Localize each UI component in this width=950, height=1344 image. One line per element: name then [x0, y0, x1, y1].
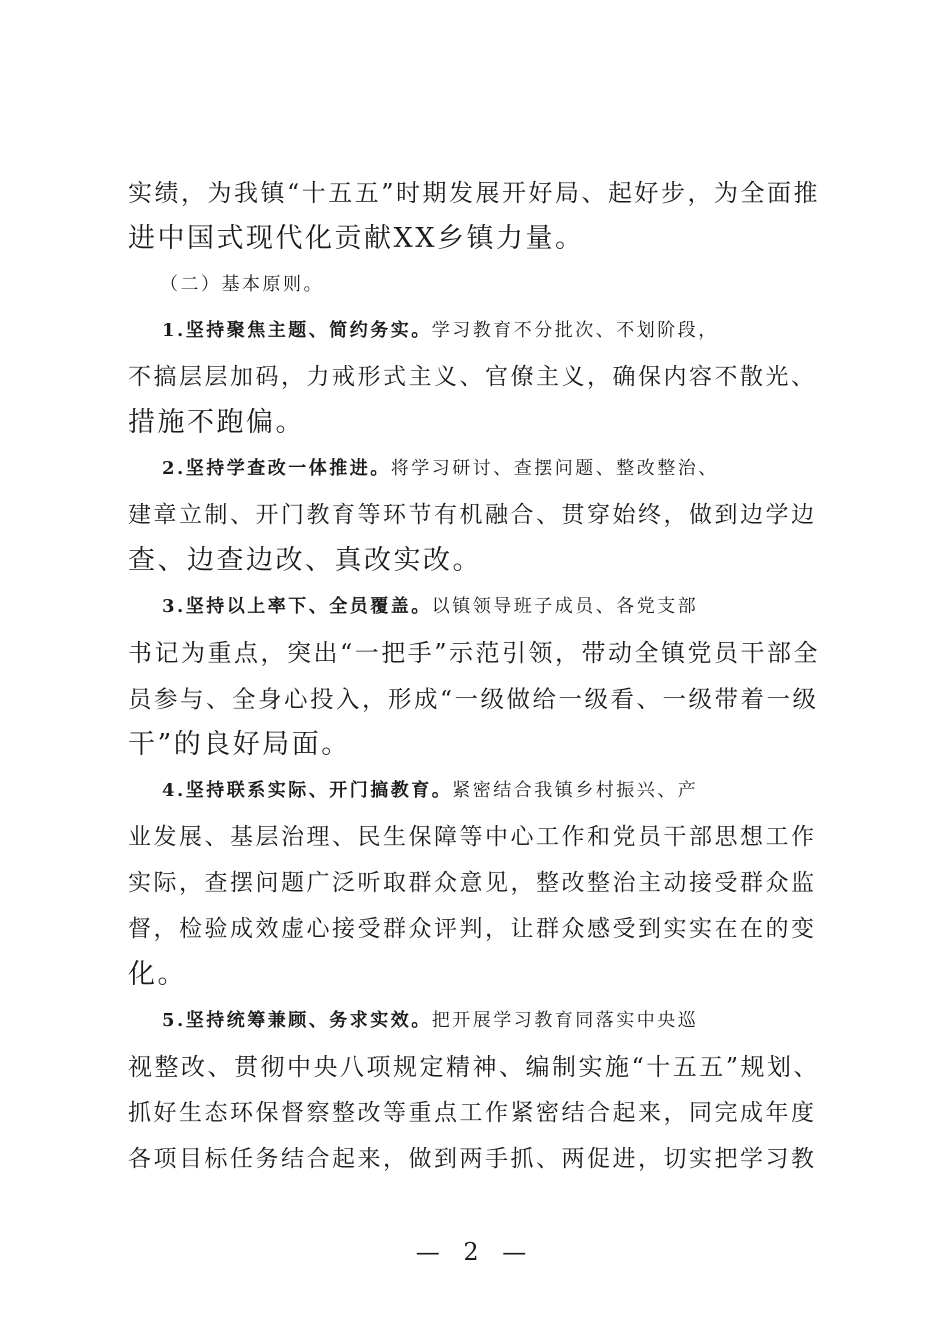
body-line — [128, 860, 828, 906]
body-line — [128, 722, 828, 768]
principle-title: 5.坚持统筹兼顾、务求实效。 — [162, 1010, 432, 1031]
body-line — [128, 492, 828, 538]
line-text: 建章立制、开门教育等环节有机融合、贯穿始终，做到边学边 — [128, 502, 817, 528]
body-line — [128, 906, 828, 952]
line-text: 措施不跑偏。 — [128, 407, 305, 438]
body-line — [128, 400, 828, 446]
body-line — [128, 216, 828, 262]
body-line — [128, 170, 828, 216]
line-text: 不搞层层加码，力戒形式主义、官僚主义，确保内容不散光、 — [128, 364, 817, 390]
line-text: 干”的良好局面。 — [128, 729, 351, 760]
body-line — [128, 676, 828, 722]
section-heading — [160, 262, 860, 308]
line-text: 学习教育不分批次、不划阶段， — [431, 320, 719, 341]
line-text: 把开展学习教育同落实中央巡 — [431, 1010, 699, 1031]
body-line — [128, 814, 828, 860]
body-line — [128, 354, 828, 400]
line-text: 实际，查摆问题广泛听取群众意见，整改整治主动接受群众监 — [128, 870, 817, 896]
line-text: 以镇领导班子成员、各党支部 — [431, 596, 699, 617]
principle-heading-line — [162, 584, 862, 630]
line-text: （二）基本原则。 — [160, 274, 324, 295]
principle-heading-line — [162, 768, 862, 814]
line-text: 督，检验成效虚心接受群众评判，让群众感受到实实在在的变 — [128, 916, 817, 942]
line-text: 进中国式现代化贡献XX乡镇力量。 — [128, 223, 585, 254]
line-text: 各项目标任务结合起来，做到两手抓、两促进，切实把学习教 — [128, 1146, 817, 1172]
line-text: 化。 — [128, 959, 187, 990]
body-line — [128, 1090, 828, 1136]
line-text: 查、边查边改、真改实改。 — [128, 545, 482, 576]
line-text: 书记为重点，突出“一把手”示范引领，带动全镇党员干部全 — [128, 639, 821, 667]
line-text: 业发展、基层治理、民生保障等中心工作和党员干部思想工作 — [128, 824, 817, 850]
principle-heading-line — [162, 446, 862, 492]
page-number: — 2 — — [415, 1238, 535, 1266]
principle-title: 4.坚持联系实际、开门搞教育。 — [162, 780, 453, 801]
line-text: 员参与、全身心投入，形成“一级做给一级看、一级带着一级 — [128, 685, 819, 713]
line-text: 视整改、贯彻中央八项规定精神、编制实施“十五五”规划、 — [128, 1053, 821, 1081]
line-text: 紧密结合我镇乡村振兴、产 — [452, 780, 699, 801]
principle-heading-line — [162, 998, 862, 1044]
body-line — [128, 538, 828, 584]
principle-heading-line — [162, 308, 862, 354]
principle-title: 1.坚持聚焦主题、简约务实。 — [162, 320, 432, 341]
line-text: 将学习研讨、查摆问题、整改整治、 — [390, 458, 719, 479]
principle-title: 2.坚持学查改一体推进。 — [162, 458, 391, 479]
body-line — [128, 1044, 828, 1090]
line-text: 实绩，为我镇“十五五”时期发展开好局、起好步，为全面推 — [128, 179, 821, 207]
body-line — [128, 1136, 828, 1182]
body-line — [128, 952, 828, 998]
line-text: 抓好生态环保督察整改等重点工作紧密结合起来，同完成年度 — [128, 1100, 817, 1126]
body-line — [128, 630, 828, 676]
principle-title: 3.坚持以上率下、全员覆盖。 — [162, 596, 432, 617]
